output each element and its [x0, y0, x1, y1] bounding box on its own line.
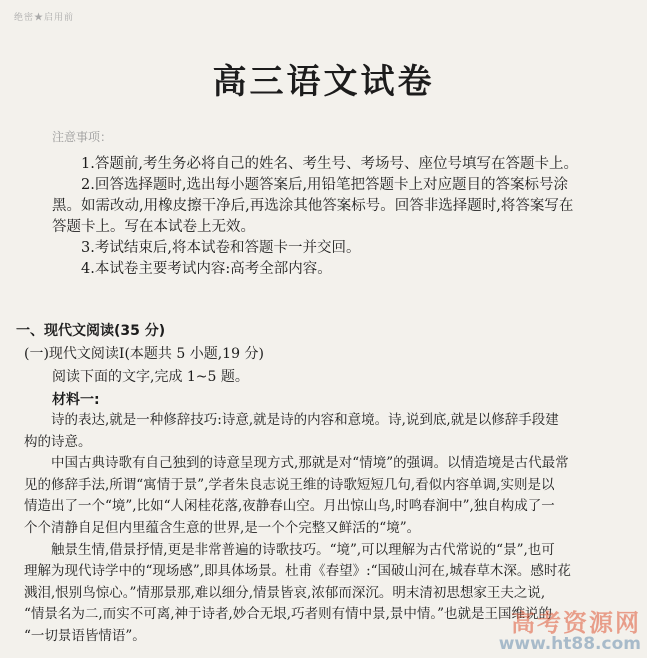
instruction-item: 答题卡上。写在本试卷上无效。	[52, 219, 255, 235]
instruction-item: 黑。如需改动,用橡皮擦干净后,再选涂其他答案标号。回答非选择题时,将答案写在	[52, 198, 574, 214]
passage-line: “一切景语皆情语”。	[24, 627, 146, 644]
passage-line: 个个清静自足但内里蕴含生意的世界,是一个个完整又鲜活的“境”。	[24, 519, 421, 536]
passage-line: 理解为现代诗学中的“现场感”,即具体场景。杜甫《春望》:“国破山河在,城春草木深。感时花	[24, 563, 571, 580]
section-heading: 一、现代文阅读(35 分)	[16, 323, 166, 339]
passage-line: 见的修辞手法,所谓“寓情于景”,学者朱良志说王维的诗歌短短几句,看似内容单调,实则是以	[24, 476, 555, 493]
notes-heading: 注意事项：	[52, 130, 113, 144]
passage-line: 诗的表达,就是一种修辞技巧:诗意,就是诗的内容和意境。诗,说到底,就是以修辞手段建	[51, 412, 559, 428]
material-label: 材料一:	[52, 392, 100, 408]
watermark-url: www.ht88.com	[498, 634, 641, 654]
passage-line: 中国古典诗歌有自己独到的诗意呈现方式,那就是对“情境”的强调。以情造境是古代最常	[51, 455, 569, 472]
passage-line: 触景生情,借景抒情,更是非常普遍的诗歌技巧。“境”,可以理解为古代常说的“景”,也可	[51, 541, 555, 558]
instructions-block	[52, 154, 612, 280]
page-title: 高三语文试卷	[212, 62, 435, 102]
passage-line: 构的诗意。	[24, 433, 92, 450]
subsection-heading: (一)现代文阅读Ⅰ(本题共 5 小题,19 分)	[24, 346, 264, 362]
passage-line: “情景名为二,而实不可离,神于诗者,妙合无垠,巧者则有情中景,景中情。”也就是王国维说的	[24, 606, 553, 623]
instruction-item: 2.回答选择题时,选出每小题答案后,用铅笔把答题卡上对应题目的答案标号涂	[81, 177, 569, 193]
site-watermark	[499, 603, 641, 654]
instruction-item: 3.考试结束后,将本试卷和答题卡一并交回。	[81, 240, 361, 256]
instruction-item: 4.本试卷主要考试内容:高考全部内容。	[81, 261, 332, 277]
passage-line: 情造出了一个“境”,比如“人闲桂花落,夜静春山空。月出惊山鸟,时鸣春涧中”,独自构成了一	[24, 498, 555, 515]
confidential-note: 绝密★启用前	[14, 13, 75, 23]
instruction-item: 1.答题前,考生务必将自己的姓名、考生号、考场号、座位号填写在答题卡上。	[81, 156, 578, 172]
passage-line: 溅泪,恨别鸟惊心。”情那景那,难以细分,情景皆哀,浓郁而深沉。明末清初思想家王夫之说,	[24, 584, 546, 601]
reading-instruction: 阅读下面的文字,完成 1~5 题。	[52, 369, 249, 385]
watermark-title: 高考资源网	[511, 609, 641, 637]
